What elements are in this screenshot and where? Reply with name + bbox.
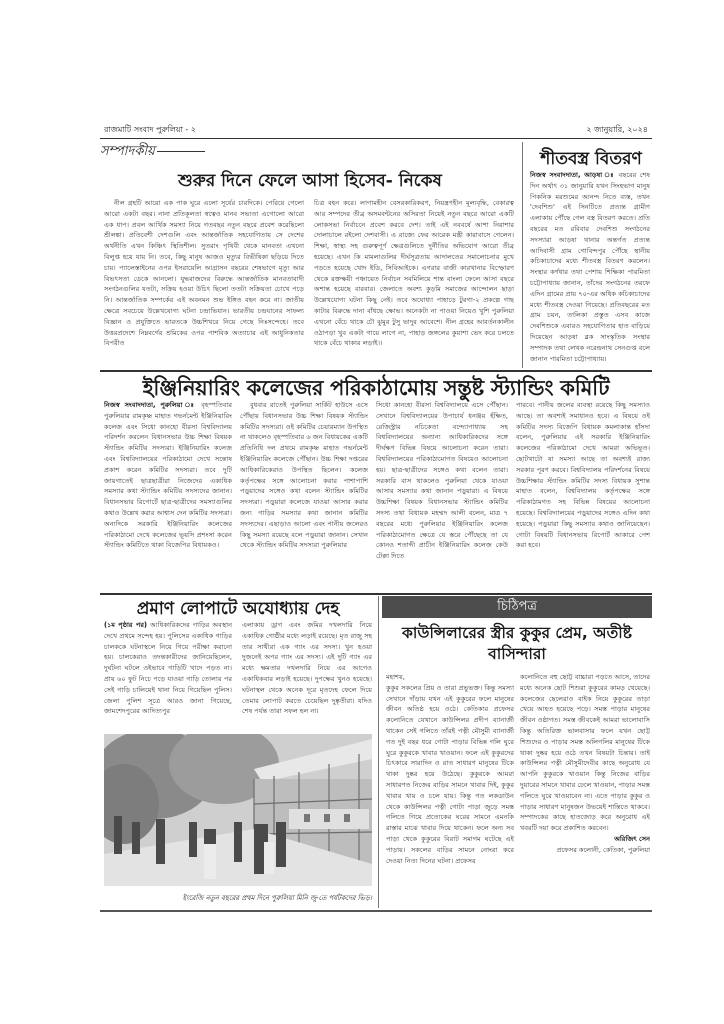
section-divider [100, 593, 652, 595]
letter-signature-address: প্রফেসর কলোনী, কেতিকা, পুরুলিয়া [556, 845, 650, 854]
page-header [100, 120, 652, 139]
page-bottom-rule [100, 910, 652, 912]
letter-headline: কাউন্সিলারের স্ত্রীর কুকুর প্রেম, অতীষ্ট বাসিন্দারা [402, 624, 632, 663]
letter-column-2 [520, 672, 650, 908]
issue-date: ২ জানুয়ারি, ২০২৪ [586, 125, 648, 134]
sidebar-byline: নিজস্ব সংবাদদাতা, আড়ষা ঃ [530, 171, 616, 179]
letters-section-label: চিঠিপত্র [382, 596, 652, 618]
sidebar-headline: শীতবস্ত্র বিতরণ [540, 149, 642, 169]
editorial-tag: সম্পাদকীয় [100, 142, 205, 163]
engineering-byline: নিজস্ব সংবাদদাতা, পুরুলিয়া ঃ [104, 401, 197, 409]
letter-signature-name: অরিজিৎ সেন [614, 834, 650, 843]
engineering-headline: ইঞ্জিনিয়ারিং কলেজের পরিকাঠামোয় সন্তুষ্ট স্ট্যান্ডিং কমিটি [142, 376, 610, 400]
zoo-photo [104, 734, 372, 886]
ayodhya-headline: প্রমাণ লোপাটে অযোধ্যায় দেহ [136, 599, 340, 619]
letter-salutation: মহাশয়, [386, 673, 405, 681]
column-divider [522, 142, 523, 368]
column-divider [378, 596, 379, 908]
editorial-column-1: নীল গ্রহটি আরো এক পাক ঘুরে এলো সূর্যের চারদিকে। পেরিয়ে গেলো আরো একটা বছর। নানা প্রতিকূলতা স্বত্বেও মানব সভ্যতা এগোলো আরো এক ধাপ। প্রবল আর্থিক সমস্যা নিয়ে গতবছর নতুন বছরে প্রবেশ করেছিলো শ্রীলঙ্কা। প্রতিবেশী দেশগুলি এবং আন্তর্জাতিক সহযোগিতায় সে দেশের অর্থনীতি এখন কিঞ্চিৎ স্থিতিশীল। সুতরাং পৃথিবী থেকে মানবতা এখনো বিলুপ্ত হয়ে যায় নি। তবে, কিছু মানুষ আজও মৃত্যুর বিভীষিকা ছড়িয়ে দিতে চায়। প্যালেস্তাইনের ওপর ইসরায়েলি আগ্রাসন বছরের শেষভাগে মৃত্যু আর বিভৎসতা ডেকে আনলো। যুদ্ধবাজদের বিরুদ্ধে আন্তর্জাতিক মানবতাবাদী সংগঠনগুলির যতটা, সক্রিয় হওয়া উচিৎ ছিলো ততটা সক্রিয়তা চোখে পড়ে নি। আন্তর্জাতিক সম্পর্কের এই অবনমন শুভ ইঙ্গিত বহন করে না। জাতীয় ক্ষেত্রে সবচেয়ে উল্লেখযোগ্য ঘটনা চন্দ্রাভিযান। ভারতীয় চন্দ্রযানের সাফল্য বিজ্ঞান ও প্রযুক্তিতে ভারতকে উচ্চশিখরে নিয়ে গেছে নিঃসন্দেহে। তবে উত্তরপ্রদেশে নিম্নবর্গের শ্রমিকের ওপর পাশবিক অত্যাচার এই আধুনিকতার বিপরীত [104, 199, 304, 348]
editorial-column-2: চিত্র বহন করে। লাগামহীন বেসরকারিকরণ, নিয়ন্ত্রণহীন মূল্যবৃদ্ধি, বেকারত্ব আর সম্পদের তীব্র অসমবন্টনের অসিরতা নিয়েই নতুন বছরে আরো একটি লোকসভা নির্বাচনে প্রবেশ করবে দেশ। তাই এই নববর্ষে আশা নিরাশার দোলাচালে রইলো দেশবাসী। এ রাজ্যে ফের আরেক মন্ত্রী কারাবাসে গেলেন। শিক্ষা, স্বাস্থ্য সহ গুরুত্বপূর্ণ ক্ষেত্রগুলিতে দুর্নীতির অভিযোগ আরো তীব্র হয়েছে। এখন কি মামলাগুলির দীর্ঘসূত্রতায় আদালতের সমালোচনার মুখে পড়তে হয়েছে খোদ ইডি, সিবিআইকে। এগরার বাজী কারখানার বিস্ফোরণ থেকে রক্তক্ষয়ী পঞ্চায়েত নির্বাচন সবমিলিয়ে শান্ত বাংলা ফেলে আসা বছরে অশান্ত হয়েছে বারবার। জেলাতে অবশ্য কুড়মি সমাজের আন্দোলন ছাড়া উল্লেখযোগ্য ঘটনা কিছু নেই। তবে অযোধ্যা পাহাড়ে টুরগা-২ প্রকল্পে গাছ কাটার বিরুদ্ধে দানা বাঁধছে ক্ষোভ। অনেকটা না পাওয়া নিয়েও খুশি পুরুলিয়া এখনো বেঁচে থাকে চৌ ঝুমুর টুসু ভাদুর আবেশে। নীল গ্রহের আবর্তনকালীন ওঠাপড়া খুব একটা গায়ে লাগে না, পাহাড় জঙ্গলের কুয়াশা ভেদ করে চলতে থাকে বেঁচে থাকার লড়াই।। [314, 199, 514, 348]
paper-name: রাজমাটি সংবাদ পুরুলিয়া - ২ [104, 125, 196, 134]
photo-illustration [104, 734, 372, 886]
sidebar-story-body [530, 170, 650, 370]
ayodhya-column-1 [104, 620, 232, 730]
engineering-column-3: সিধো কানহো বীরসা বিশ্ববিদ্যালয়ে এসে পৌঁছান। সেখানে বিশ্ববিদ্যালয়ের উপাচার্য ধনঞ্জয় হঁক্ষিত, রেজিস্ট্রার নচিকেতা বন্দ্যোপাধ্যায় সহ বিশ্ববিদ্যালয়ের অন্যান্য আধিকারিকদের সঙ্গে দীর্ঘক্ষণ বিভিন্ন বিষয়ে আলোচনা করেন তারা। বিশ্ববিদ্যালয়ের পরিকাঠামোগত বিষয়েও আলোচনা হয়। ছাত্র-ছাত্রীদের সঙ্গেও কথা বলেন তারা। সরকারি বাস থাকলেও পুরুলিয়া থেকে যাওয়া আসার সমস্যার কথা জানান পড়ুয়ারা। এ বিষয়ে উচ্চশিক্ষা বিষয়ক বিধানসভার স্ট্যান্ডিং কমিটির সদস্য তথা বিধায়ক মহম্মদ আলী বলেন, মাত্র ৭ বছরের মধ্যে পুরুলিয়ার ইঞ্জিনিয়ারিং কলেজ পরিকাঠামোগত ক্ষেত্রে যে স্তরে পৌঁছেছে তা যে কোনও শতাব্দী প্রাচীন ইঞ্জিনিয়ারিং কলেজ কেউ টেক্কা দিতে [376, 401, 508, 561]
sidebar-text: বছরের শেষ দিন অর্থাৎ ৩১ জানুয়ারি যখন সিংহভাগ মানুষ পিকনিক মরশুমের আনন্দ নিতে ব্যস্ত, তখন 'দেবশিশু' এই সিনটিতে প্রত্যন্ত গ্রামীণ এলাকায় পৌঁছে গেল বস্ত্র বিতরণ করতে। প্রতি বছরের মত রবিবার দেবশিশু সংগঠনের সদস্যারা আড়ষা থানার অন্তর্গত প্রত্যন্ত আদিবাসী গ্রাম গোবিন্দপুর পৌঁছে স্থানীয় কচিকাচাদের মধ্যে শীতবস্ত্র বিতরণ করলেন। সংস্থার কর্ণধার তথা পেশায় শিক্ষিকা পারমিতা চট্টোপাধ্যায় জানান, তাঁদের সংগঠনের তরফে এদিন গ্রামের প্রায় ৭০-এর অধিক কচিকাচাদের মধ্যে শীতবস্ত্র দেওয়া গিয়েছে। প্রতিবছরের মত গ্রাম চয়ন, তালিকা প্রস্তুত এসব কাজে দেবশিশুকে এবারও সহযোগিতার হাত বাড়িয়ে দিয়েছেন আড়ষা ব্লক সাংস্কৃতিক সংস্থার সম্পাদক তথা লেখক নরেন্দ্রনাথ সেনগুপ্ত বলে জানান পারমিতা চট্টোপাধ্যায়। [530, 171, 650, 363]
ayodhya-text-1: আধিকারিকদের গাড়ির অবস্থান দেখে প্রথমে সন্দেহ হয়। পুলিসের একাধিক গাড়ির চালককে ঘটনাস্থলে নিয়ে গিয়ে পরীক্ষা করানো হয়। চালকেরাও তদন্তকারীদের জানিয়েছিলেন, দুর্ঘটনা ঘটলে ওইভাবে গাড়িটি খাদে পড়ত না। প্রায় ৬০ ফুট নিচে পড়ে যাওয়া গাড়ি তোলার পর সেই গাড়ি চালিয়েই থানা নিয়ে গিয়েছিল পুলিস। জেলা পুলিশ সূত্রে আরও জানা গিয়েছে, জামশেদপুরের আদিত্যপুর [104, 621, 232, 716]
editorial-headline: শুরুর দিনে ফেলে আসা হিসেব- নিকেষ [178, 171, 442, 191]
continued-label: (১ম পৃষ্ঠার পর) [104, 621, 147, 629]
letter-text-2: কলোনিতে বহু ছোট্ট বাচ্চারা পড়তে আসে, তাদের মধ্যে অনেক ছোট শিশুরা কুকুরের কামড় খেয়েছে। কলেজের ছেলেরাও বাইক নিয়ে কুকুরের তাড়া খেয়ে আহত হয়েছে পড়ে। সমস্ত পাড়ার মানুষের জীবন ওষ্ঠাগত। সমস্ত জীবকেই আমরা ভালোবাসি কিন্তু অতিরিক্ত ভালবাসার ফলে যখন ছোট্ট শিশুদের ও পাড়ার সমস্ত অলিগলির মানুষের টিকে থাকা দুষ্কর হয়ে ওঠে তখন বিষয়টা চিন্তার। তাই কাউন্সিলর পত্নী মৌসুমীদেবীর কাছে অনুরোধ যে আপনি কুকুরকে খাওয়ান কিন্তু নিজের বাড়ির দুয়ারের সামনে খাবার ঢেলে খাওয়ান, পাড়ার সমস্ত গলিতে ঘুরে খাওয়াবেন না। এতে পাড়ার কুকুর ও পাড়ার সাধারণ মানুষজন উভয়েই শান্তিতে থাকবে। সম্পাদকের কাছে হাতজোড় করে অনুরোধ এই খবরটি দয়া করে প্রকাশিত করবেন। [520, 673, 650, 833]
letter-text-1: কুকুর সকলের প্রিয় ও তারা প্রভুভক্ত। কিন্তু সমস্যা সেখানে দাঁড়ায় যখন এই কুকুরের ফলে মানুষের জীবন অতিষ্ঠ হয়ে ওঠে। কেতিকার প্রফেসর কলোনিতে যেখানে কাউন্সিলর প্রদীপ ব্যানার্জী থাকেন সেই গলিতে তাঁরই পত্নী মৌসুমী ব্যানার্জী গত দুই বছর ধরে গোটা পাড়ার বিভিন্ন গলি ঘুরে ঘুরে কুকুরকে খাবার খাওয়ান। ফলে এই কুকুরদের চিৎকারে সারাদিন ও রাত সাধারণ মানুষের টিকে থাকা দুষ্কর হয়ে উঠেছে। কুকুরকে আমরা সাধারণত নিজের বাড়ির সামনে খাবার দিই, কুকুর খাবার খায় ও চলে যায়। কিন্তু গত লকডাউন থেকে কাউন্সিলর পত্নী গোটা পাড়া জুড়ে সমস্ত গলিতে গিয়ে প্রত্যেকের ঘরের সামনে এমনকি রাস্তার মাঝে খাবার দিয়ে থাকেন। ফলে অন্য সব পাড়া থেকে কুকুরের বিরাট সমাগম ঘটেছে এই পাড়ায়। সকলের বাড়ির সামনে নোংরা করে দেওয়া নিত্য দিনের ঘটনা। প্রফেসর [386, 683, 514, 865]
engineering-column-4: পারবে। পানীয় জলের ব্যবস্থা রয়েছে কিছু সমস্যাও আছে। তা অবশ্যই সমাধানও হবে। এ বিষয়ে ওই কমিটির সদস্য বিজেপি বিধায়ক কমলাকান্ত হাঁসদা বলেন, পুরুলিয়ার এই সরকারি ইঞ্জিনিয়ারিং কলেজের পরিকাঠামো দেখে আমরা অভিভূত। ছোটখাটো যা সমস্যা আছে তা অবশ্যই রাজ্য সরকার পূরণ করবে। বিশ্ববিদ্যালয় পরিদর্শনের বিষয়ে উচ্চশিক্ষার স্ট্যান্ডিং কমিটির সদস্য বিধায়ক সুশান্ত মাহাত বলেন, বিশ্ববিদ্যালয় কর্তৃপক্ষের সঙ্গে পরিকাঠামগত সহ বিভিন্ন বিষয়ের আলোচনা হয়েছে। বিশ্ববিদ্যালয়ের পড়ুয়াদের সঙ্গেও এদিন কথা হয়েছে। পড়ুয়ারা কিছু সমস্যার কথাও জানিয়েছেন। গোটা বিষয়টি বিধানসভায় রিপোর্ট আকারে পেশ করা হবে। [516, 401, 650, 550]
ayodhya-column-2: এলাকায় ড্রাগ এবং জমির দখলদারি নিয়ে একাধিক গোষ্ঠীর মধ্যে লড়াই রয়েছে। মৃত রাজু সহ তার সাথীরা এক গ্যাং এর সদস্য। খুন হওয়া দুজনেই অপর গ্যাং এর সদস্য। এই দুটি গ্যাং এর মধ্যে ক্ষমতার দখলদারি নিয়ে এর আগেও একাধিকবার লড়াই হয়েছে। দুপক্ষের খুনও হয়েছে। ঘটনাস্থল থেকে অনেক দূরে মৃতদেহ ফেলে দিয়ে তেমার লোপাট করতে চেয়েছিল দুষ্কৃতীরা। যদিও শেষ পর্যন্ত তারা সফল হল না। [242, 621, 372, 716]
engineering-column-1 [104, 400, 232, 592]
engineering-text-1: বৃহস্পতিবার পুরুলিয়ার রামকৃষ্ণ মাহাত গভর্নমেন্ট ইঞ্জিনিয়ারিং কলেজ এবং সিধো কানহো বীরসা বিশ্ববিদ্যালয় পরিদর্শন করলেন বিধানসভার উচ্চ শিক্ষা বিষয়ক স্ট্যান্ডিং কমিটির সদস্যরা। ইঞ্জিনিয়ারিং কলেজ এবং বিশ্ববিদ্যালয়ের পরিকাঠামো দেখে সন্তোষ প্রকাশ করেন কমিটির সদস্যরা। তবে দুটি জায়গাতেই ছাত্রছাত্রীরা নিজেদের একাধিক সমস্যার কথা স্ট্যান্ডিং কমিটির সদস্যদের জানান। বিধানসভার রিপোর্টে ছাত্র-ছাত্রীদের সমস্যাগুলির কথাও উল্লেখ করার আশ্বাস দেন কমিটির সদস্যরা। অন্যদিকে সরকারি ইঞ্জিনিয়ারিং কলেজের পরিকাঠামো দেখে কলেজের ভূয়সি প্রশংসা করেন স্ট্যান্ডিং কমিটিতে থাকা বিজেপির বিধায়কও। [104, 401, 232, 550]
engineering-column-2: বুধবার রাতেই পুরুলিয়া সার্কিট হাউসে এসে পৌঁছায় বিধানসভার উচ্চ শিক্ষা বিষয়ক স্ট্যান্ডিং কমিটির সদস্যরা। ওই কমিটির চেয়ারম্যান উপস্থিত না থাকলেও বৃহস্পতিবার ৬ জন বিধায়কের একটি প্রতিনিধি দল প্রথমে রামকৃষ্ণ মাহাত গভর্নমেন্ট ইঞ্জিনিয়ারিং কলেজে পৌঁছান। উচ্চ শিক্ষা দপ্তরের আধিকারিকেরাও উপস্থিত ছিলেন। কলেজ কর্তৃপক্ষের সঙ্গে আলোচনা করার পাশাপাশি পড়ুয়াদের সঙ্গেও কথা বলেন স্ট্যান্ডিং কমিটির সদস্যরা। পড়ুয়ারা কলেজে যাওয়া আসার করার জন্য গাড়ির সমস্যার কথা জানান কমিটির সদস্যদের। এছাড়াও আলো এবং পানীয় জলেরও কিছু সমস্যা রয়েছে বলে পড়ুয়ারা জানান। সেখান থেকে স্ট্যান্ডিং কমিটির সদস্যরা পুরুলিয়ার [240, 401, 368, 550]
letter-column-1 [386, 672, 514, 908]
photo-caption: ইংরেজি নতুন বছরের প্রথম দিনে পুরুলিয়া মিনি জু-তে পর্যটকদের ভিড়। [182, 894, 372, 902]
